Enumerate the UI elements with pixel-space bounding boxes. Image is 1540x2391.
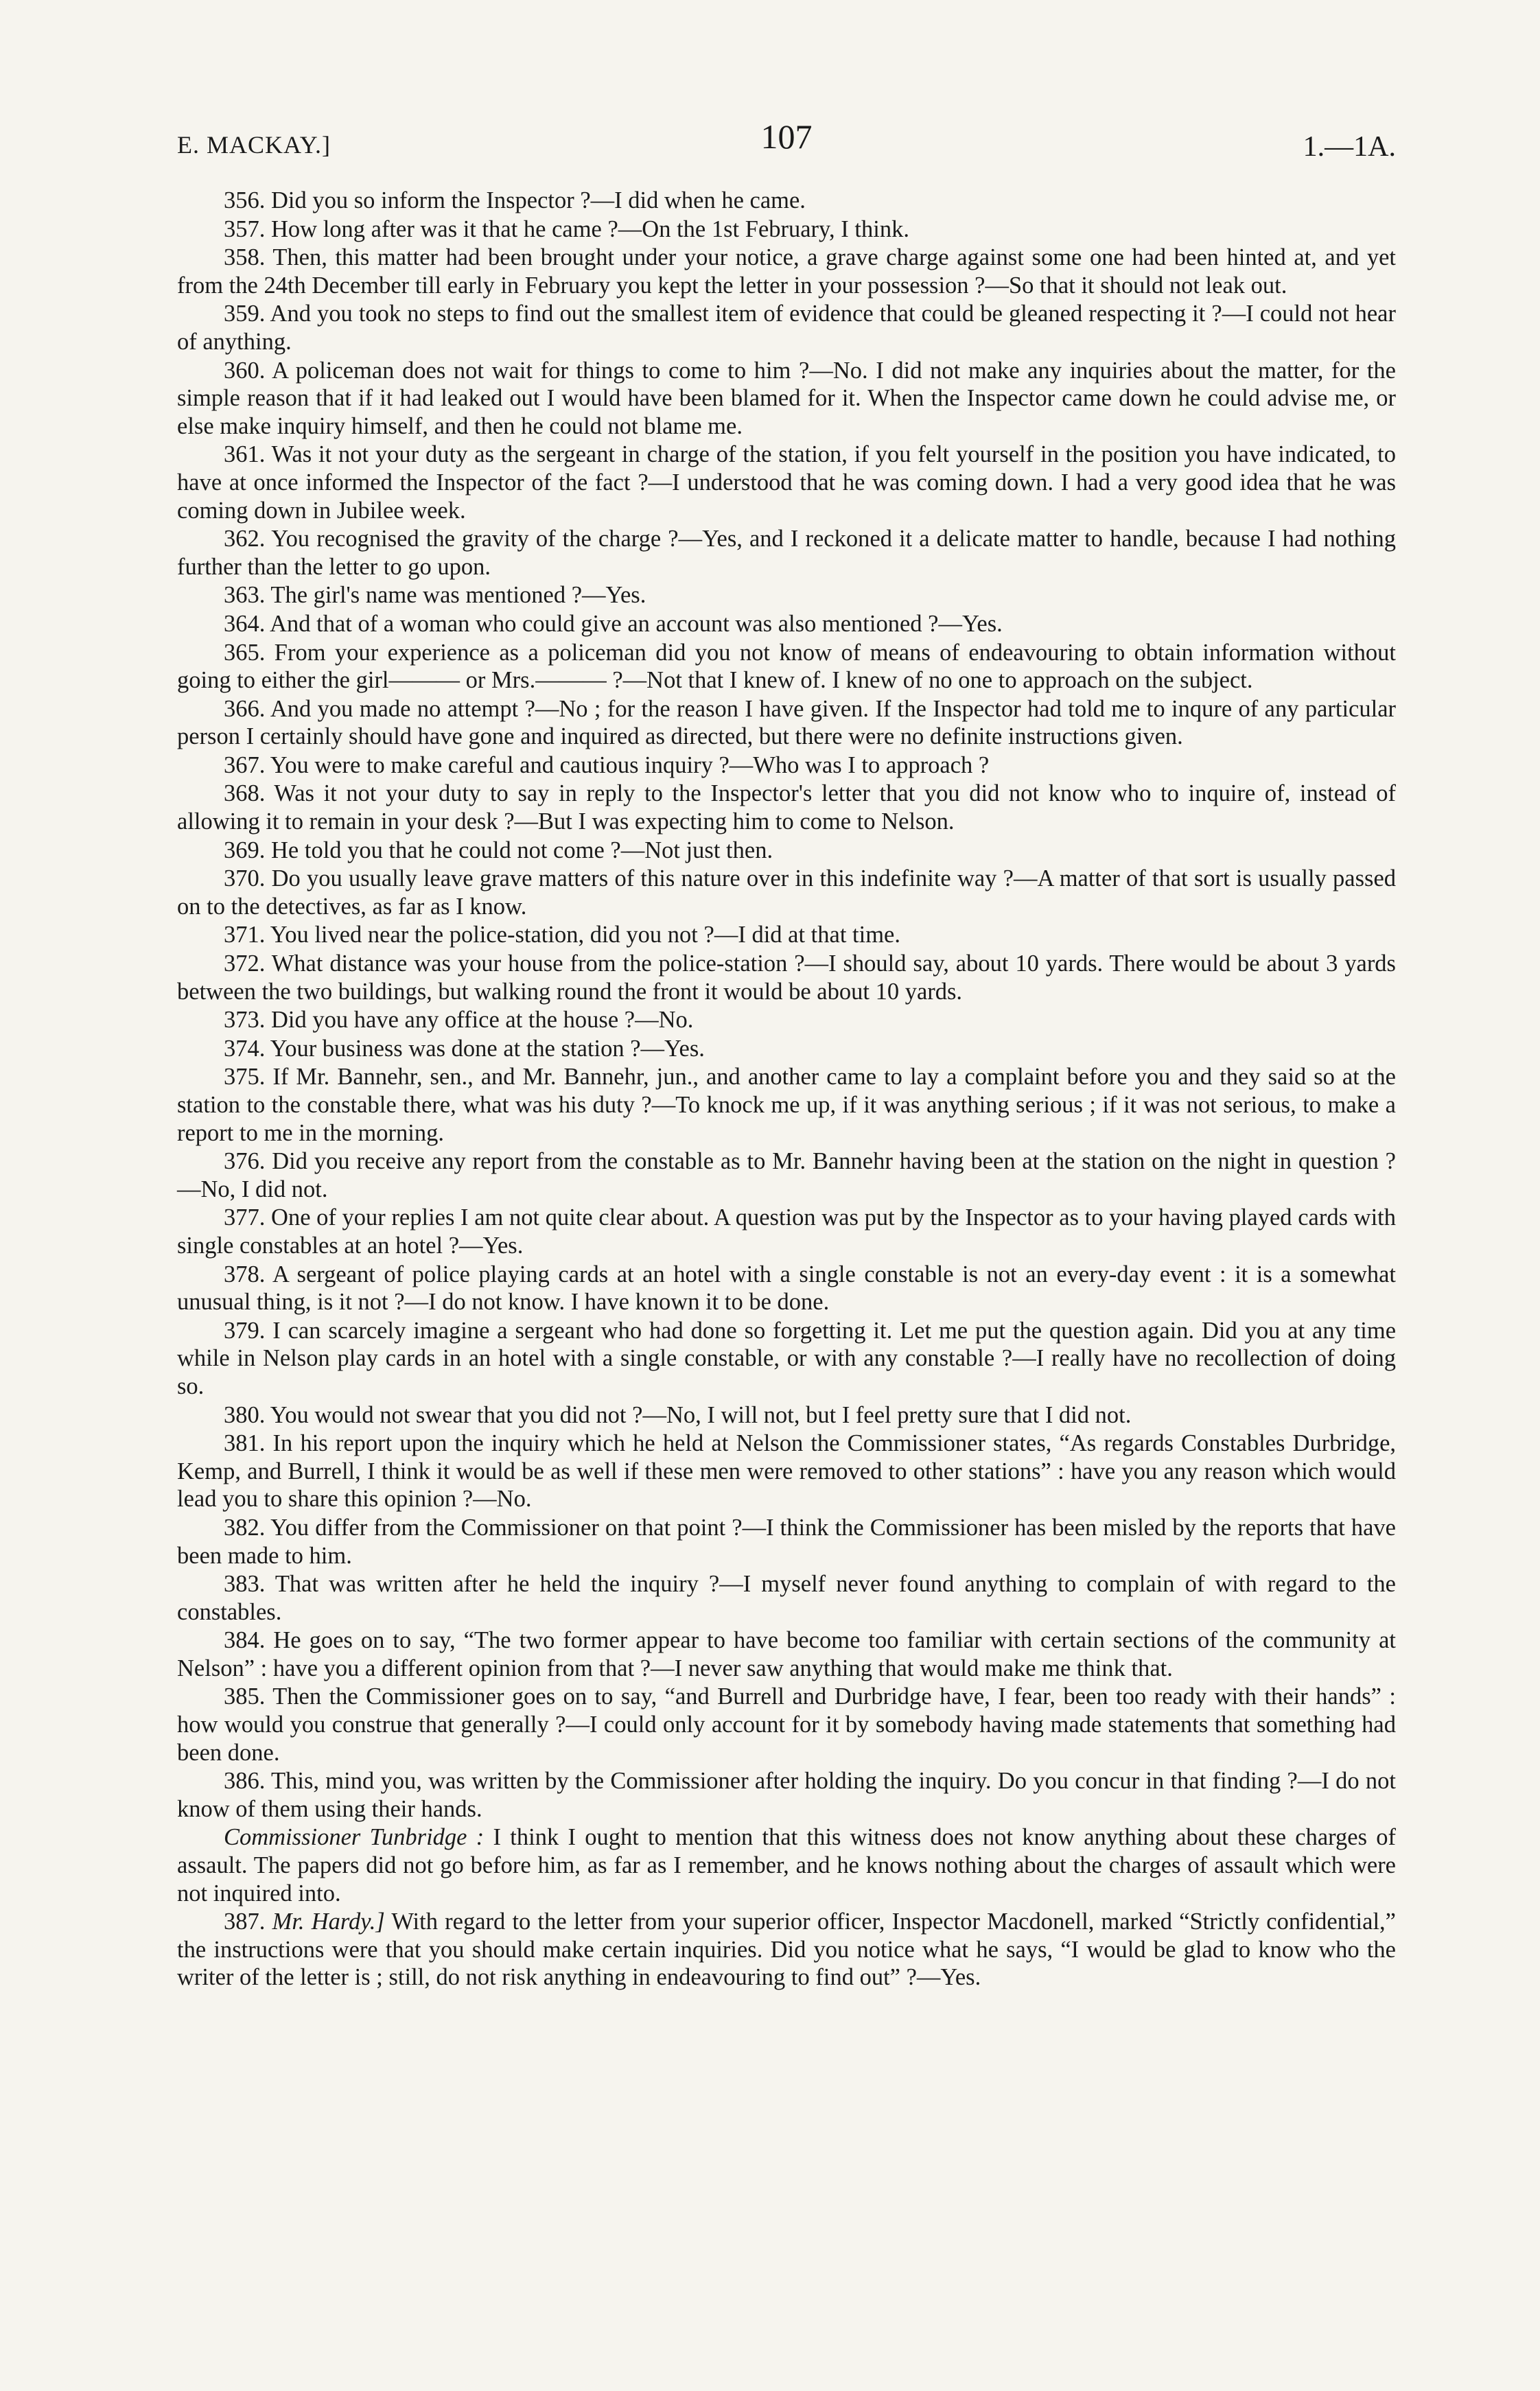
question-number: 371.	[224, 922, 270, 948]
paragraph-text: That was written after he held the inquiry ?—I myself never found anything to complain of with regard to the constables.	[177, 1571, 1396, 1625]
testimony-paragraph	[177, 525, 1396, 581]
question-number: 373.	[224, 1007, 271, 1034]
testimony-paragraph	[177, 921, 1396, 949]
paragraph-text: You lived near the police-station, did you not ?—I did at that time.	[270, 922, 900, 948]
question-number: 365.	[224, 639, 275, 666]
testimony-paragraph	[177, 837, 1396, 865]
question-number: 361.	[224, 441, 272, 468]
question-number: 386.	[224, 1768, 272, 1795]
paragraph-text: And you made no attempt ?—No ; for the reason I have given. If the Inspector had told me to inqure of any particular person I certainly should have gone and inquired as directed, but there were no definite instructions given.	[177, 695, 1396, 750]
question-number: 357.	[224, 215, 271, 242]
testimony-paragraph	[177, 187, 1396, 215]
paragraph-text: What distance was your house from the police-station ?—I should say, about 10 yards. There would be about 3 yards between the two buildings, but walking round the front it would be about 10 yards.	[177, 950, 1396, 1005]
paragraph-text: You were to make careful and cautious inquiry ?—Who was I to approach ?	[270, 751, 990, 778]
testimony-paragraph	[177, 244, 1396, 299]
question-number: 367.	[224, 751, 270, 778]
paragraph-text: How long after was it that he came ?—On the 1st February, I think.	[271, 215, 909, 242]
testimony-body	[177, 187, 1396, 1992]
question-number: 374.	[224, 1035, 270, 1062]
testimony-paragraph	[177, 1626, 1396, 1682]
testimony-paragraph	[177, 865, 1396, 920]
testimony-paragraph	[177, 581, 1396, 609]
paragraph-text: Your business was done at the station ?—Yes.	[270, 1035, 705, 1062]
testimony-paragraph	[177, 1683, 1396, 1766]
paragraph-text: Was it not your duty to say in reply to the Inspector's letter that you did not know who to inquire of, instead of allowing it to remain in your desk ?—But I was expecting him to come to Nelson.	[177, 780, 1396, 835]
question-number: 363.	[224, 582, 271, 609]
paragraph-text: Was it not your duty as the sergeant in charge of the station, if you felt yourself in the position you have indicated, to have at once informed the Inspector of the fact ?—I understood that he was coming down. I had a very good idea that he was coming down in Jubilee week.	[177, 441, 1396, 524]
testimony-paragraph	[177, 639, 1396, 695]
question-number: 387.	[224, 1909, 272, 1935]
paragraph-text: From your experience as a policeman did you not know of means of endeavouring to obtain information without going to either the girl——— or Mrs.——— ?—Not that I knew of. I knew of no one to approach on the subject.	[177, 639, 1397, 694]
question-number: 366.	[224, 695, 270, 722]
header-document-ref: 1.—1A.	[1303, 131, 1396, 163]
paragraph-text: I think I ought to mention that this witness does not know anything about these charges of assault. The papers did not go before him, as far as I remember, and he knows nothing about the charges of assault which were not inquired into.	[177, 1824, 1397, 1906]
paragraph-text: Then the Commissioner goes on to say, “and Burrell and Durbridge have, I fear, been too ready with their hands” : how would you construe that generally ?—I could only account for it by somebody having made statements that something had been done.	[177, 1683, 1396, 1766]
testimony-paragraph	[177, 780, 1396, 835]
question-number: 370.	[224, 865, 272, 892]
question-number: 375.	[224, 1064, 273, 1090]
paragraph-text: Did you have any office at the house ?—No.	[271, 1007, 694, 1034]
question-number: 368.	[224, 780, 275, 807]
paragraph-text: He goes on to say, “The two former appear to have become too familiar with certain sections of the community at Nelson” : have you a different opinion from that ?—I never saw anything that would make me think that.	[177, 1627, 1397, 1681]
paragraph-text: One of your replies I am not quite clear about. A question was put by the Inspector as to your having played cards with single constables at an hotel ?—Yes.	[177, 1204, 1396, 1259]
question-number: 356.	[224, 187, 271, 213]
testimony-paragraph	[177, 215, 1396, 244]
testimony-paragraph	[177, 610, 1396, 638]
testimony-paragraph	[177, 695, 1396, 751]
paragraph-text: I can scarcely imagine a sergeant who had done so forgetting it. Let me put the question again. Did you at any time while in Nelson play cards in an hotel with a single constable, or with any constable ?—I really have no recollection of doing so.	[177, 1317, 1397, 1399]
paragraph-text: With regard to the letter from your superior officer, Inspector Macdonell, marked “Strictly confidential,” the instructions were that you should make certain inquiries. Did you notice what he says, “I would be glad to know who the writer of the letter is ; still, do not risk anything in endeavouring to find out” ?—Yes.	[177, 1909, 1396, 1991]
testimony-paragraph	[177, 1035, 1396, 1063]
speaker-name: Mr. Hardy.]	[272, 1909, 385, 1935]
paragraph-text: Do you usually leave grave matters of this nature over in this indefinite way ?—A matter of that sort is usually passed on to the detectives, as far as I know.	[177, 865, 1397, 920]
paragraph-text: Did you so inform the Inspector ?—I did when he came.	[271, 187, 806, 213]
paragraph-text: You would not swear that you did not ?—No, I will not, but I feel pretty sure that I did not.	[270, 1401, 1132, 1428]
testimony-paragraph	[177, 751, 1396, 780]
paragraph-text: In his report upon the inquiry which he held at Nelson the Commissioner states, “As regards Constables Durbridge, Kemp, and Burrell, I think it would be as well if these men were removed to other stations” : have you any reason which would lead you to share this opinion ?—No.	[177, 1430, 1397, 1513]
testimony-paragraph	[177, 1147, 1396, 1203]
paragraph-text: You recognised the gravity of the charge ?—Yes, and I reckoned it a delicate matter to handle, because I had nothing further than the letter to go upon.	[177, 526, 1396, 580]
speaker-name: Commissioner Tunbridge :	[224, 1824, 485, 1851]
question-number: 360.	[224, 357, 272, 384]
paragraph-text: You differ from the Commissioner on that point ?—I think the Commissioner has been misled by the reports that have been made to him.	[177, 1514, 1396, 1569]
testimony-paragraph	[177, 357, 1396, 441]
question-number: 378.	[224, 1261, 272, 1287]
page-number: 107	[760, 117, 813, 156]
question-number: 359.	[224, 301, 270, 327]
question-number: 384.	[224, 1627, 274, 1654]
question-number: 385.	[224, 1683, 273, 1710]
question-number: 372.	[224, 950, 272, 977]
testimony-paragraph	[177, 1063, 1396, 1147]
question-number: 379.	[224, 1317, 273, 1344]
testimony-paragraph	[177, 441, 1396, 524]
question-number: 376.	[224, 1148, 272, 1175]
paragraph-text: The girl's name was mentioned ?—Yes.	[270, 582, 646, 609]
question-number: 362.	[224, 526, 272, 552]
header-witness-name: E. MACKAY.]	[177, 131, 331, 159]
testimony-paragraph	[177, 1317, 1396, 1401]
page-header	[177, 117, 1396, 178]
question-number: 377.	[224, 1204, 272, 1231]
question-number: 380.	[224, 1401, 270, 1428]
paragraph-text: And you took no steps to find out the smallest item of evidence that could be gleaned respecting it ?—I could not hear of anything.	[177, 301, 1396, 355]
testimony-paragraph	[177, 1570, 1396, 1626]
question-number: 383.	[224, 1571, 275, 1598]
testimony-paragraph	[177, 1261, 1396, 1316]
testimony-paragraph	[177, 1006, 1396, 1034]
paragraph-text: A sergeant of police playing cards at an hotel with a single constable is not an every-day event : it is a somewhat unusual thing, is it not ?—I do not know. I have known it to be done.	[177, 1261, 1397, 1316]
testimony-paragraph	[177, 1823, 1396, 1907]
paragraph-text: If Mr. Bannehr, sen., and Mr. Bannehr, jun., and another came to lay a complaint before you and they said so at the station to the constable there, what was his duty ?—To knock me up, if it was anything serious ; if it was not serious, to make a report to me in the morning.	[177, 1064, 1396, 1146]
testimony-paragraph	[177, 300, 1396, 355]
testimony-paragraph	[177, 1767, 1396, 1823]
paragraph-text: And that of a woman who could give an account was also mentioned ?—Yes.	[270, 610, 1003, 637]
testimony-paragraph	[177, 1430, 1396, 1513]
testimony-paragraph	[177, 1514, 1396, 1570]
paragraph-text: Did you receive any report from the constable as to Mr. Bannehr having been at the station on the night in question ?—No, I did not.	[177, 1148, 1396, 1202]
paragraph-text: This, mind you, was written by the Commissioner after holding the inquiry. Do you concur in that finding ?—I do not know of them using their hands.	[177, 1768, 1396, 1822]
question-number: 369.	[224, 837, 271, 863]
paragraph-text: A policeman does not wait for things to come to him ?—No. I did not make any inquiries about the matter, for the simple reason that if it had leaked out I would have been blamed for it. When the Inspector came down he could advise me, or else make inquiry himself, and then he could not blame me.	[177, 357, 1396, 439]
question-number: 364.	[224, 610, 270, 637]
testimony-paragraph	[177, 1908, 1396, 1992]
paragraph-text: He told you that he could not come ?—Not just then.	[271, 837, 773, 863]
question-number: 382.	[224, 1514, 271, 1541]
paragraph-text: Then, this matter had been brought under your notice, a grave charge against some one had been hinted at, and yet from the 24th December till early in February you kept the letter in your possession ?—So that it should not leak out.	[177, 244, 1396, 299]
testimony-paragraph	[177, 1204, 1396, 1259]
question-number: 358.	[224, 244, 273, 271]
question-number: 381.	[224, 1430, 273, 1457]
testimony-paragraph	[177, 1401, 1396, 1430]
testimony-paragraph	[177, 950, 1396, 1005]
